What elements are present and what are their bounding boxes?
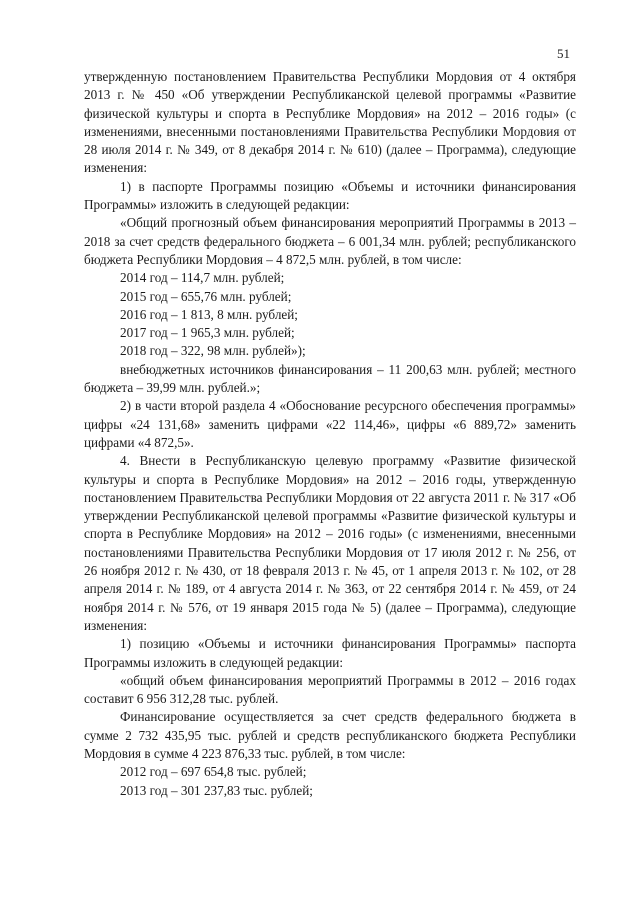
year-line: 2015 год – 655,76 млн. рублей; bbox=[120, 288, 292, 304]
paragraph: утвержденную постановлением Правительства Республики Мордовия от 4 октября 2013 г. № 450 «Об утверждении Республиканской целевой программы «Развитие физической культуры и спорта в Республике Мордовия» на 2012 – 2016 годы» (с изменениями, внесенными постановлениями Правительства Республики Мордовия от 28 июля 2014 г. № 349, от 8 декабря 2014 г. № 610) (далее – Программа), следующие изменения: bbox=[84, 69, 576, 176]
paragraph: Финансирование осуществляется за счет средств федерального бюджета в сумме 2 732 435,95 тыс. рублей и средств республиканского бюджета Республики Мордовия в сумме 4 223 876,33 тыс. рублей, в том числе: bbox=[84, 709, 576, 761]
year-line: 2016 год – 1 813, 8 млн. рублей; bbox=[120, 306, 298, 322]
year-line: 2012 год – 697 654,8 тыс. рублей; bbox=[120, 764, 307, 780]
paragraph: 1) в паспорте Программы позицию «Объемы и источники финансирования Программы» изложить в следующей редакции: bbox=[84, 178, 576, 213]
paragraph: 2) в части второй раздела 4 «Обоснование ресурсного обеспечения программы» цифры «24 131,68» заменить цифрами «22 114,46», цифры «6 889,72» заменить цифрами «4 872,5». bbox=[84, 398, 576, 450]
year-line: 2013 год – 301 237,83 тыс. рублей; bbox=[120, 782, 313, 798]
paragraph: «общий объем финансирования мероприятий Программы в 2012 – 2016 годах составит 6 956 312,28 тыс. рублей. bbox=[84, 672, 576, 707]
paragraph: «Общий прогнозный объем финансирования мероприятий Программы в 2013 – 2018 за счет средств федерального бюджета – 6 001,34 млн. рублей; республиканского бюджета Республики Мордовия – 4 872,5 млн. рублей, в том числе: bbox=[84, 215, 576, 267]
paragraph: внебюджетных источников финансирования – 11 200,63 млн. рублей; местного бюджета – 39,99 млн. рублей.»; bbox=[84, 361, 576, 396]
paragraph: 1) позицию «Объемы и источники финансирования Программы» паспорта Программы изложить в следующей редакции: bbox=[84, 636, 576, 670]
year-line: 2014 год – 114,7 млн. рублей; bbox=[120, 270, 285, 286]
year-line: 2018 год – 322, 98 млн. рублей»); bbox=[120, 343, 306, 359]
document-body bbox=[84, 68, 576, 800]
page-number: 51 bbox=[557, 46, 570, 61]
paragraph: 4. Внести в Республиканскую целевую программу «Развитие физической культуры и спорта в Республике Мордовия» на 2012 – 2016 годы, утвержденную постановлением Правительства Республики Мордовия от 22 августа 2011 г. № 317 «Об утверждении Республиканской целевой программы «Развитие физической культуры и спорта в Республике Мордовия» на 2012 – 2016 годы» (с изменениями, внесенными постановлениями Правительства Республики Мордовия от 17 июля 2012 г. № 256, от 26 ноября 2012 г. № 430, от 18 февраля 2013 г. № 45, от 1 апреля 2013 г. № 102, от 28 апреля 2014 г. № 189, от 4 августа 2014 г. № 363, от 22 сентября 2014 г. № 459, от 24 ноября 2014 г. № 576, от 19 января 2015 года № 5) (далее – Программа), следующие изменения: bbox=[84, 453, 576, 633]
year-line: 2017 год – 1 965,3 млн. рублей; bbox=[120, 325, 295, 341]
